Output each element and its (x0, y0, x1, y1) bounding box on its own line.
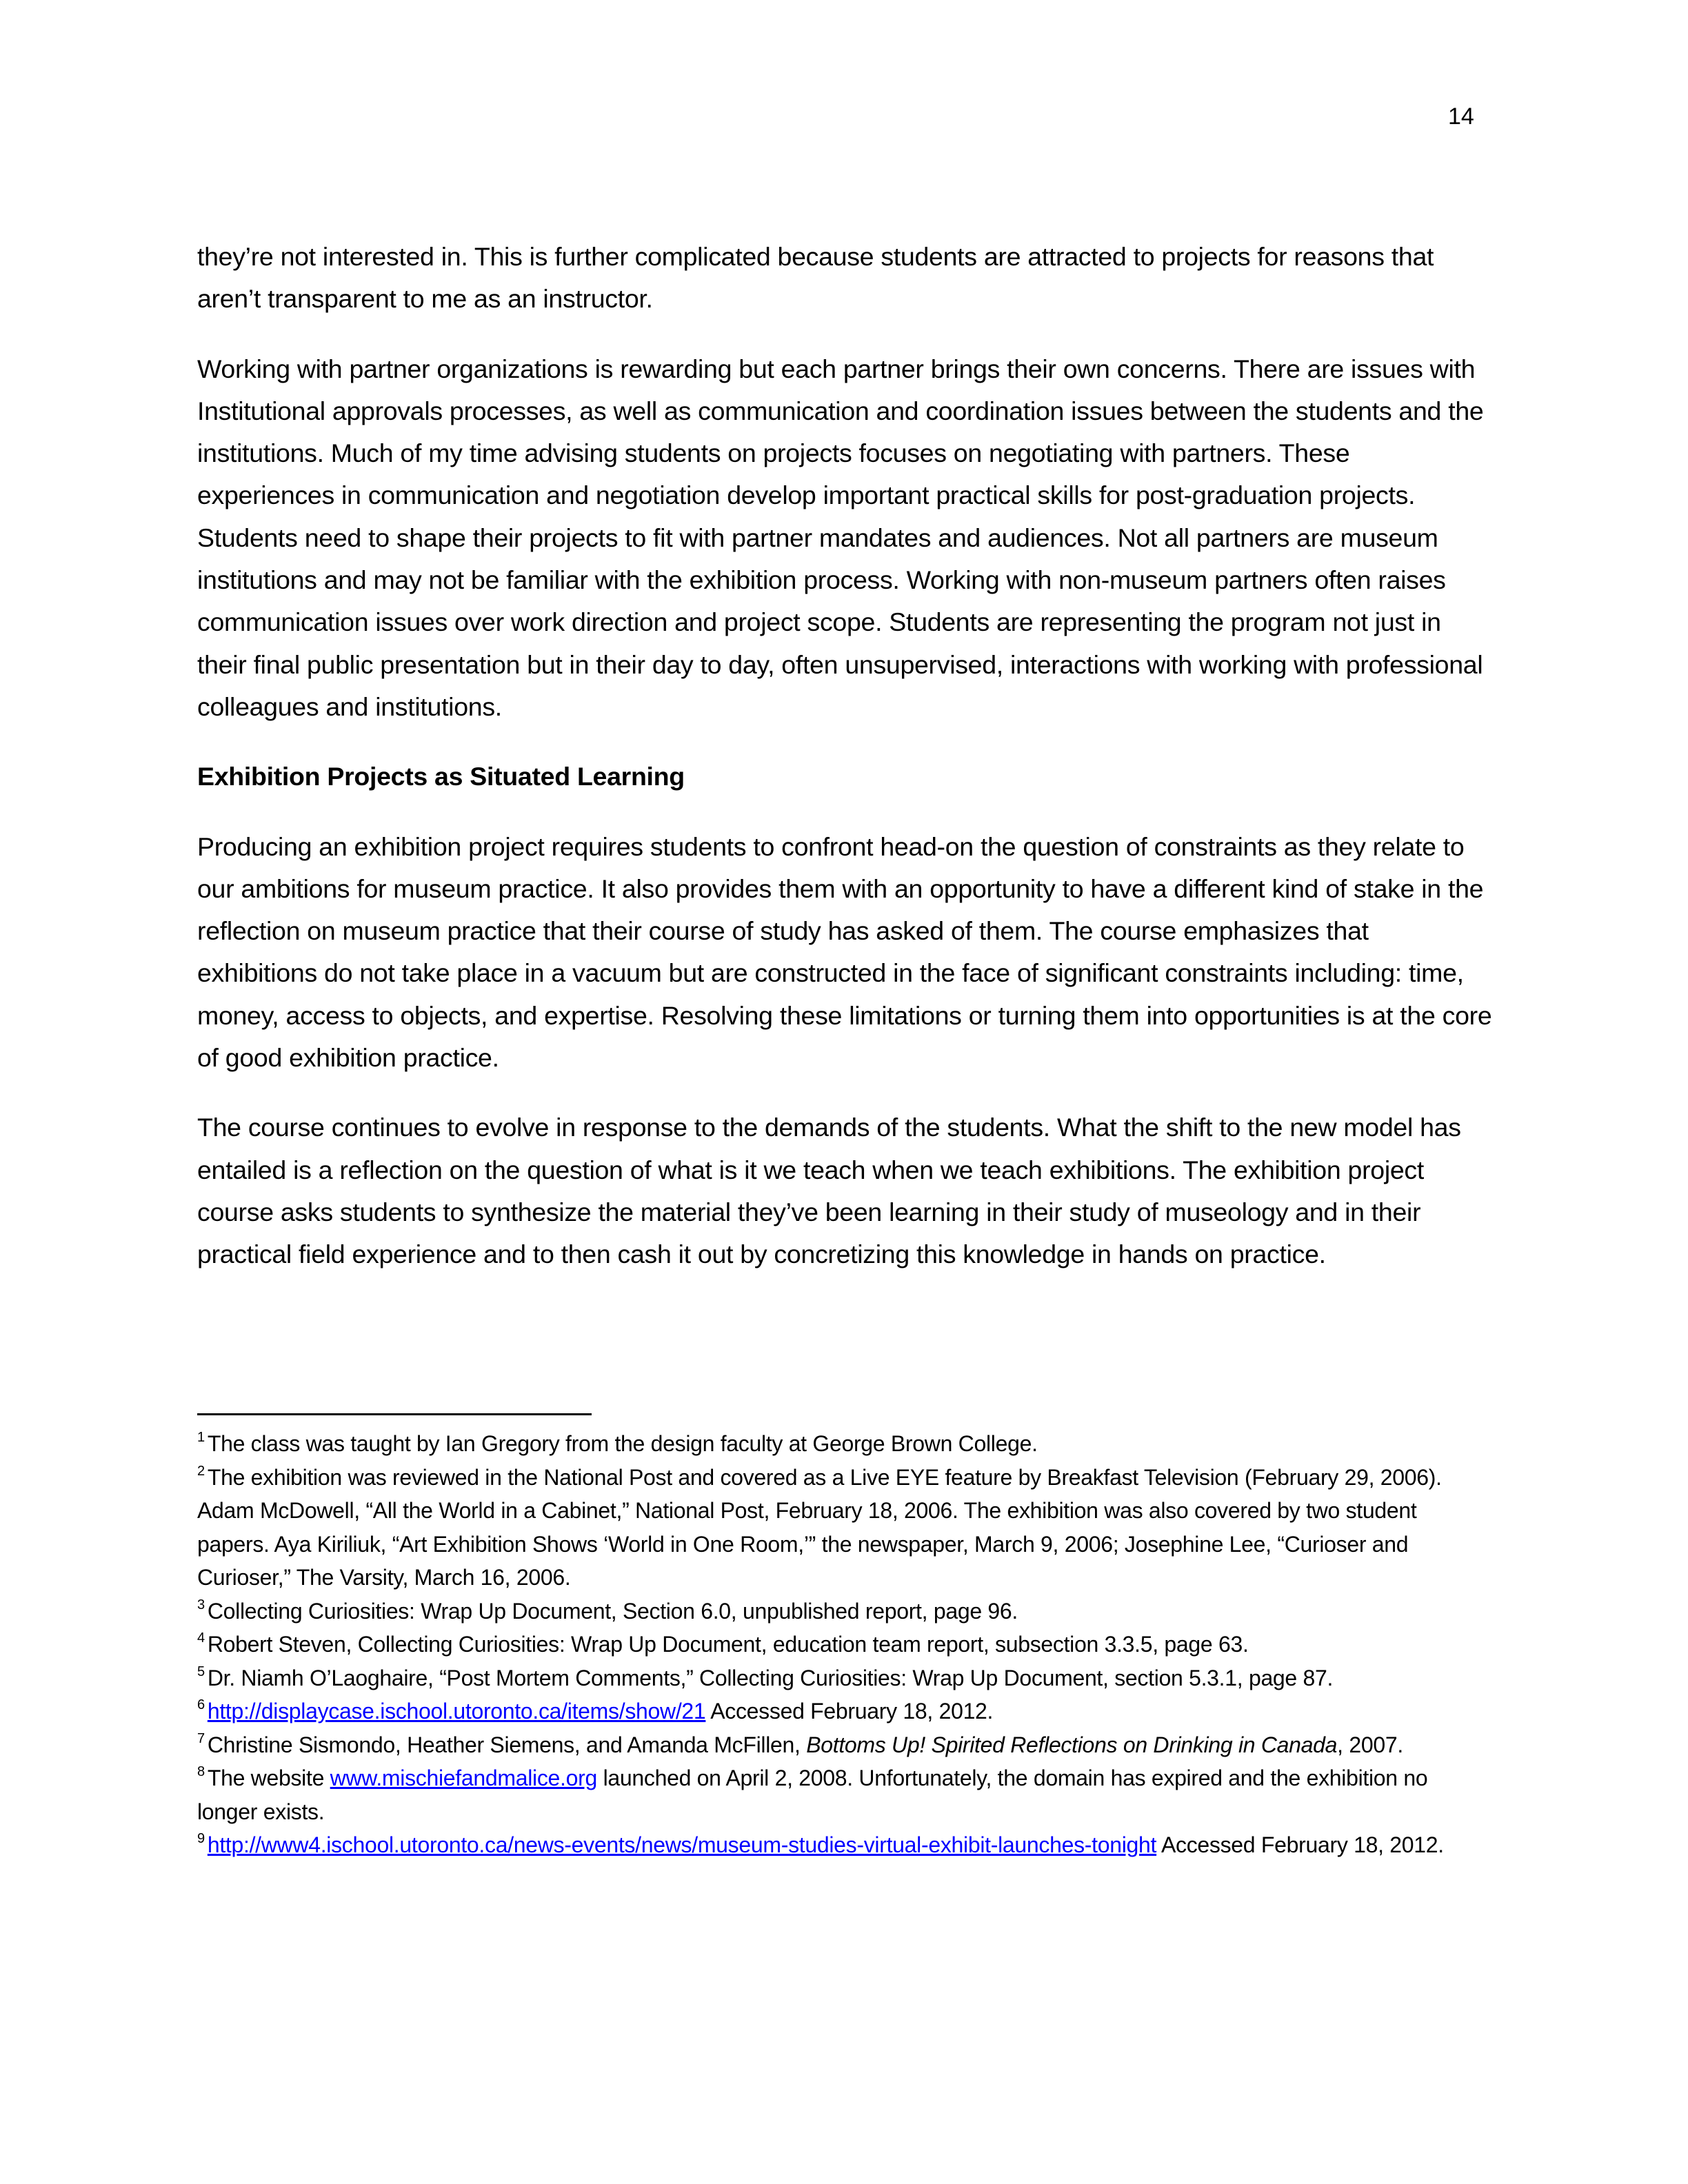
footnote-8 (197, 1761, 1494, 1828)
footnote-marker: 7 (197, 1730, 205, 1746)
footnote-text: The website (207, 1766, 330, 1790)
footnote-marker: 2 (197, 1463, 205, 1479)
footnote-text: The exhibition was reviewed in the National Post and covered as a Live EYE feature by Breakfast Television (February 29, 2006). Adam McDowell, “All the World in a Cabinet,” National Post, February 18, 2006. The exhibition was also covered by two student papers. Aya Kiriliuk, “Art Exhibition Shows ‘World in One Room,’” the newspaper, March 9, 2006; Josephine Lee, “Curioser and Curioser,” The Varsity, March 16, 2006. (197, 1464, 1442, 1590)
footnote-text: launched on April 2, 2008. Unfortunately, the domain has expired and the exhibition no longer exists. (197, 1766, 1428, 1824)
footnote-9 (197, 1828, 1494, 1862)
footnote-marker: 8 (197, 1764, 205, 1779)
footnote-6 (197, 1695, 1494, 1728)
footnote-text: Accessed February 18, 2012. (1156, 1832, 1444, 1857)
footnote-5 (197, 1661, 1494, 1695)
footnote-3 (197, 1595, 1494, 1628)
page-number: 14 (1448, 103, 1474, 130)
footnote-marker: 1 (197, 1430, 205, 1445)
footnote-4 (197, 1628, 1494, 1661)
footnote-2 (197, 1461, 1494, 1595)
footnote-marker: 6 (197, 1697, 205, 1712)
paragraph: they’re not interested in. This is further complicated because students are attracted to projects for reasons that aren’t transparent to me as an instructor. (197, 242, 1434, 314)
paragraph: The course continues to evolve in response to the demands of the students. What the shift to the new model has entailed is a reflection on the question of what is it we teach when we teach exhibitions. The exhibition project course asks students to synthesize the material they’ve been learning in their study of museology and in their practical field experience and to then cash it out by concretizing this knowledge in hands on practice. (197, 1113, 1461, 1269)
footnote-7 (197, 1728, 1494, 1762)
footnote-marker: 9 (197, 1831, 205, 1846)
footnote-text: , 2007. (1337, 1732, 1403, 1757)
body-text (197, 236, 1494, 1304)
footnotes (197, 1427, 1494, 1862)
footnote-marker: 4 (197, 1630, 205, 1646)
footnote-text: Accessed February 18, 2012. (705, 1699, 994, 1723)
footnote-text: Collecting Curiosities: Wrap Up Document, Section 6.0, unpublished report, page 96. (207, 1598, 1018, 1624)
footnote-text: The class was taught by Ian Gregory from the design faculty at George Brown College. (207, 1431, 1038, 1456)
book-title: Bottoms Up! Spirited Reflections on Drinking in Canada (806, 1732, 1338, 1757)
footnote-1 (197, 1427, 1494, 1461)
footnote-marker: 5 (197, 1664, 205, 1679)
footnote-text: Robert Steven, Collecting Curiosities: Wrap Up Document, education team report, subsection 3.3.5, page 63. (207, 1632, 1249, 1657)
section-heading: Exhibition Projects as Situated Learning (197, 762, 685, 791)
footnote-separator (197, 1413, 592, 1415)
footnote-text: Christine Sismondo, Heather Siemens, and Amanda McFillen, (207, 1732, 807, 1757)
footnote-text: Dr. Niamh O’Laoghaire, “Post Mortem Comments,” Collecting Curiosities: Wrap Up Document, section 5.3.1, page 87. (207, 1665, 1334, 1690)
footnote-link[interactable]: www.mischiefandmalice.org (330, 1766, 597, 1790)
paragraph: Working with partner organizations is rewarding but each partner brings their own concerns. There are issues with Institutional approvals processes, as well as communication and coordination issues between the students and the institutions. Much of my time advising students on projects focuses on negotiating with partners. These experiences in communication and negotiation develop important practical skills for post-graduation projects. Students need to shape their projects to fit with partner mandates and audiences. Not all partners are museum institutions and may not be familiar with the exhibition process. Working with non-museum partners often raises communication issues over work direction and project scope. Students are representing the program not just in their final public presentation but in their day to day, often unsupervised, interactions with working with professional colleagues and institutions. (197, 354, 1484, 721)
footnote-link[interactable]: http://displaycase.ischool.utoronto.ca/items/show/21 (207, 1699, 706, 1723)
footnote-marker: 3 (197, 1597, 205, 1612)
paragraph: Producing an exhibition project requires students to confront head-on the question of constraints as they relate to our ambitions for museum practice. It also provides them with an opportunity to have a different kind of stake in the reflection on museum practice that their course of study has asked of them. The course emphasizes that exhibitions do not take place in a vacuum but are constructed in the face of significant constraints including: time, money, access to objects, and expertise. Resolving these limitations or turning them into opportunities is at the core of good exhibition practice. (197, 831, 1492, 1073)
footnote-link[interactable]: http://www4.ischool.utoronto.ca/news-events/news/museum-studies-virtual-exhibit-launches-tonight (207, 1832, 1157, 1857)
